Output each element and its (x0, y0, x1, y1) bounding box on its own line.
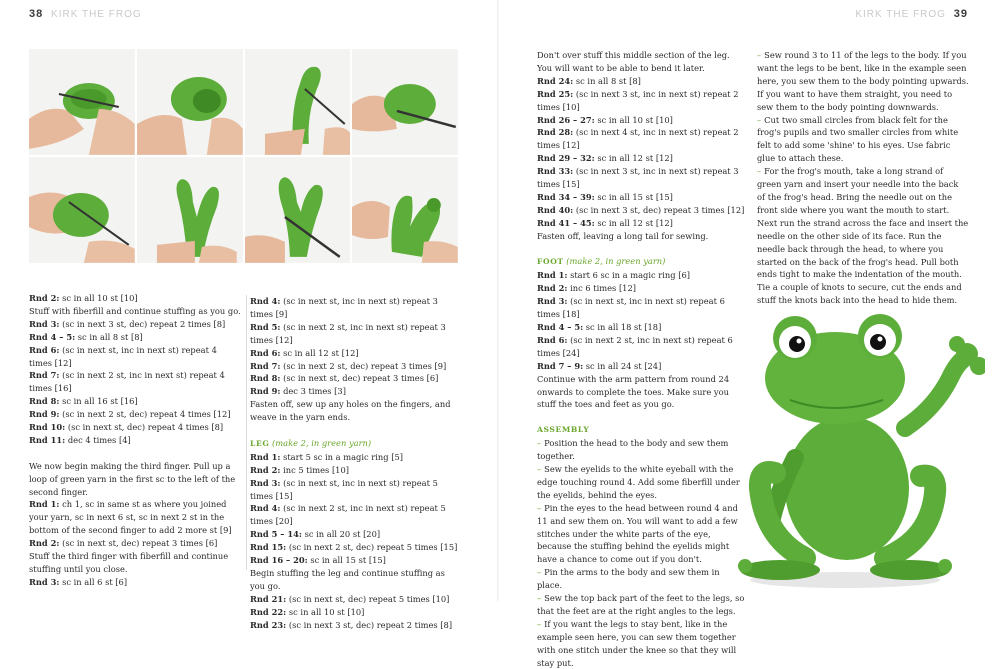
page-number-right: 39 (953, 8, 968, 20)
pattern-round: Rnd 9: dec 3 times [3] (250, 386, 346, 397)
pattern-round: Rnd 4 – 5: sc in all 18 st [18] (537, 322, 662, 333)
section-heading: FOOT (make 2, in green yarn) (537, 256, 666, 267)
pattern-note: Stuff the third finger with fiberfill and continue stuffing until you close. (29, 551, 229, 575)
pattern-round: Rnd 6: (sc in next 2 st, inc in next st) repeat 6 times [24] (537, 334, 733, 358)
pattern-round: Rnd 9: (sc in next 2 st, dec) repeat 4 times [12] (29, 409, 231, 420)
pattern-round: Rnd 29 – 32: sc in all 12 st [12] (537, 153, 673, 164)
pattern-note: Don't over stuff this middle section of the leg. You will want to be able to bend it later. (537, 50, 730, 73)
pattern-round: Rnd 2: inc 6 times [12] (537, 283, 636, 294)
pattern-round: Rnd 10: (sc in next st, dec) repeat 4 times [8] (29, 422, 224, 433)
pattern-round: Rnd 3: (sc in next st, inc in next st) repeat 6 times [18] (537, 296, 725, 320)
step-photo-7 (245, 157, 351, 263)
pattern-round: Rnd 15: (sc in next 2 st, dec) repeat 5 times [15] (250, 542, 458, 553)
frog-photo (735, 308, 985, 590)
pattern-note: Stuff with fiberfill and continue stuffing as you go. (29, 305, 241, 316)
pattern-round: Rnd 11: dec 4 times [4] (29, 434, 131, 445)
text-column-4 (757, 49, 969, 307)
running-title-left: KIRK THE FROG (51, 9, 142, 20)
assembly-step: – If you want the legs to stay bent, like in the example seen here, you can sew them together with one stitch under the knee so that they will stay put. (537, 618, 737, 668)
assembly-step: – Sew the eyelids to the white eyeball with the edge touching round 4. Add some fiberfill under the eyelids, behind the eyes. (537, 463, 740, 500)
pattern-round: Rnd 7 – 9: sc in all 24 st [24] (537, 360, 662, 371)
pattern-round: Rnd 33: (sc in next 3 st, inc in next st) repeat 3 times [15] (537, 166, 739, 190)
page-header-left (29, 8, 146, 20)
step-photo-3 (245, 49, 351, 155)
book-gutter (497, 0, 499, 601)
pattern-round: Rnd 34 – 39: sc in all 15 st [15] (537, 191, 673, 202)
pattern-note: Begin stuffing the leg and continue stuffing as you go. (250, 568, 445, 591)
column-divider (246, 295, 247, 570)
pattern-round: Rnd 5: (sc in next 2 st, inc in next st) repeat 3 times [12] (250, 321, 446, 345)
pattern-round: Rnd 1: start 6 sc in a magic ring [6] (537, 270, 690, 281)
step-photo-grid (29, 49, 458, 263)
pattern-round: Rnd 2: (sc in next st, dec) repeat 3 times [6] (29, 538, 218, 549)
assembly-step: – Pin the arms to the body and sew them in place. (537, 567, 720, 591)
step-photo-8 (352, 157, 458, 263)
assembly-step: – Sew the top back part of the feet to the legs, so that the feet are at the right angles to the legs. (537, 593, 745, 616)
pattern-round: Rnd 1: ch 1, sc in same st as where you joined your yarn, sc in next 6 st, sc in next 2 st in the bottom of the second finger to add 2 more st [9] (29, 499, 232, 536)
pattern-round: Rnd 40: (sc in next 3 st, dec) repeat 3 times [12] (537, 204, 745, 215)
pattern-round: Rnd 3: (sc in next st, inc in next st) repeat 5 times [15] (250, 477, 438, 501)
pattern-round: Rnd 5 – 14: sc in all 20 st [20] (250, 529, 381, 540)
text-column-3 (537, 49, 747, 669)
section-heading: ASSEMBLY (537, 425, 590, 435)
pattern-round: Rnd 23: (sc in next 3 st, dec) repeat 2 times [8] (250, 619, 453, 630)
running-title-right: KIRK THE FROG (855, 9, 946, 20)
pattern-round: Rnd 1: start 5 sc in a magic ring [5] (250, 451, 403, 462)
pattern-round: Rnd 28: (sc in next 4 st, inc in next st) repeat 2 times [12] (537, 127, 739, 151)
pattern-round: Rnd 25: (sc in next 3 st, inc in next st) repeat 2 times [10] (537, 88, 739, 112)
text-column-1 (29, 292, 241, 589)
pattern-round: Rnd 22: sc in all 10 st [10] (250, 606, 365, 617)
pattern-round: Rnd 3: sc in all 6 st [6] (29, 576, 128, 587)
pattern-round: Rnd 2: inc 5 times [10] (250, 464, 349, 475)
step-photo-6 (137, 157, 243, 263)
assembly-step: – Sew round 3 to 11 of the legs to the body. If you want the legs to be bent, like in the example seen here, you sew them to the body pointing upwards. If you want to have them straight, you need to sew them to the body pointing downwards. (757, 50, 969, 112)
text-column-2 (250, 295, 460, 632)
pattern-round: Rnd 4: (sc in next st, inc in next st) repeat 3 times [9] (250, 296, 438, 319)
pattern-round: Rnd 7: (sc in next 2 st, inc in next st) repeat 4 times [16] (29, 370, 225, 394)
pattern-round: Rnd 2: sc in all 10 st [10] (29, 293, 138, 303)
assembly-step: – For the frog's mouth, take a long strand of green yarn and insert your needle into the back of the frog's head. Bring the needle out on the front side where you want the mouth to start. Next run the strand across the face and insert the needle on the other side of its face. Run the needle back through the head, to where you started on the back of the frog's head. Pull both ends tight to make the indentation of the mouth. Tie a couple of knots to secure, cut the ends and stuff the knots back into the head to hide them. (757, 166, 969, 306)
pattern-round: Rnd 4 – 5: sc in all 8 st [8] (29, 331, 143, 342)
pattern-round: Rnd 26 – 27: sc in all 10 st [10] (537, 114, 673, 125)
pattern-round: Rnd 6: (sc in next st, inc in next st) repeat 4 times [12] (29, 344, 217, 368)
step-photo-1 (29, 49, 135, 155)
pattern-round: Rnd 41 – 45: sc in all 12 st [12] (537, 217, 673, 228)
assembly-step: – Position the head to the body and sew them together. (537, 438, 729, 462)
pattern-note: Fasten off, leaving a long tail for sewing. (537, 230, 709, 241)
pattern-round: Rnd 7: (sc in next 2 st, dec) repeat 3 times [9] (250, 360, 447, 371)
pattern-round: Rnd 8: sc in all 16 st [16] (29, 396, 138, 407)
page-number-left: 38 (29, 8, 44, 20)
pattern-note: Continue with the arm pattern from round 24 onwards to complete the toes. Make sure you stuff the toes and feet as you go. (537, 373, 730, 410)
assembly-step: – Cut two small circles from black felt for the frog's pupils and two smaller circles from white felt to add some 'shine' to his eyes. Use fabric glue to attach these. (757, 114, 959, 164)
step-photo-2 (137, 49, 243, 155)
step-photo-4 (352, 49, 458, 155)
pattern-note: We now begin making the third finger. Pull up a loop of green yarn in the first sc to the left of the second finger. (29, 460, 236, 497)
pattern-round: Rnd 21: (sc in next st, dec) repeat 5 times [10] (250, 593, 450, 604)
pattern-round: Rnd 4: (sc in next 2 st, inc in next st) repeat 5 times [20] (250, 503, 446, 527)
pattern-round: Rnd 24: sc in all 8 st [8] (537, 75, 641, 86)
step-photo-5 (29, 157, 135, 263)
pattern-note: Fasten off, sew up any holes on the fingers, and weave in the yarn ends. (250, 399, 451, 423)
assembly-step: – Pin the eyes to the head between round 4 and 11 and sew them on. You will want to add a few stitches under the white parts of the eye, because the stuffing behind the eyelids might have a chance to come out if you don't. (537, 502, 738, 565)
page-header-right (851, 8, 968, 20)
pattern-round: Rnd 8: (sc in next st, dec) repeat 3 times [6] (250, 373, 439, 384)
pattern-round: Rnd 3: (sc in next 3 st, dec) repeat 2 times [8] (29, 318, 226, 329)
pattern-round: Rnd 16 – 20: sc in all 15 st [15] (250, 555, 386, 566)
section-heading: LEG (make 2, in green yarn) (250, 437, 372, 448)
pattern-round: Rnd 6: sc in all 12 st [12] (250, 347, 359, 358)
